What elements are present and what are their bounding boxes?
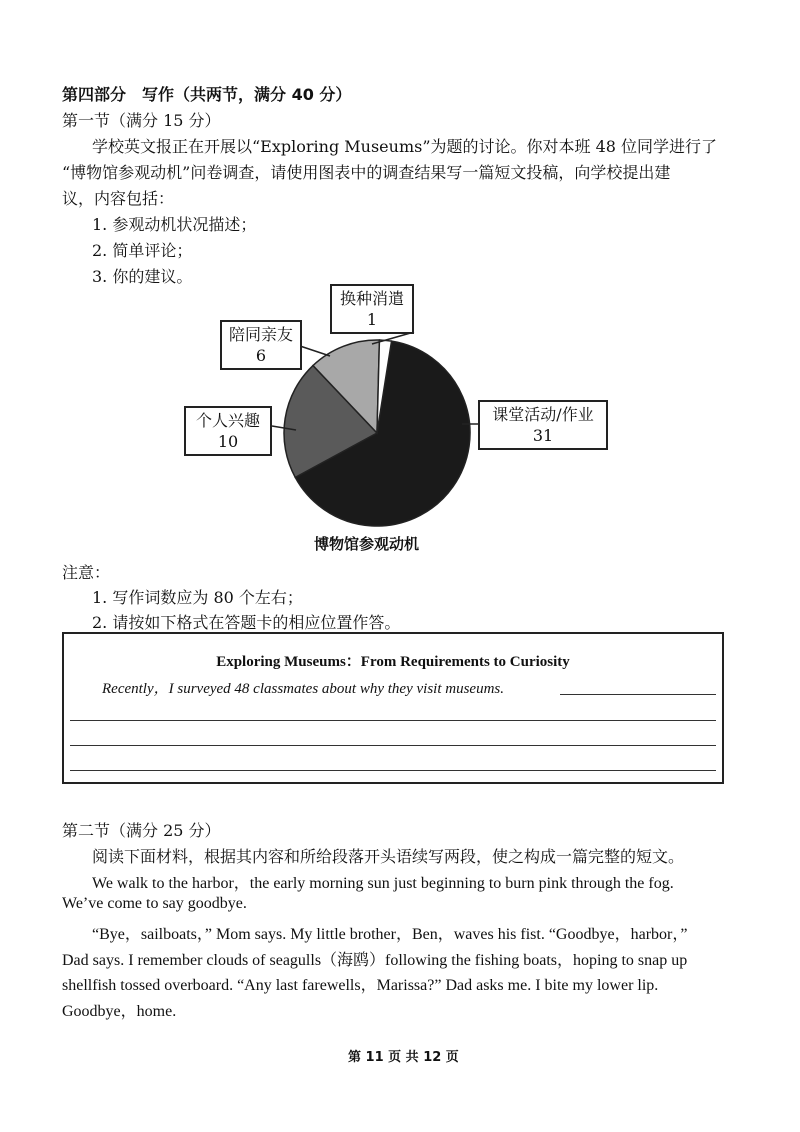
slice-label-class: 课堂活动/作业 <box>492 405 594 424</box>
passage-p2-line1: “Bye，sailboats，” Mom says. My little brother，Ben，waves his fist. “Goodbye，harbor，” <box>92 926 688 943</box>
passage-p1-line2: We’ve come to say goodbye. <box>62 895 247 912</box>
callout-diversion <box>330 284 414 334</box>
part2-title: 第二节（满分 25 分） <box>62 821 221 840</box>
callout-interest <box>184 406 272 456</box>
part1-intro-line3: 议，内容包括： <box>62 189 175 208</box>
slice-value-companion: 6 <box>255 346 267 365</box>
writing-line <box>70 745 716 746</box>
part1-intro-line1: 学校英文报正在开展以“Exploring Museums”为题的讨论。你对本班 48 位同学进行了 <box>92 137 718 156</box>
page-number: 第 11 页 共 12 页 <box>348 1050 459 1065</box>
answer-box-opening: Recently，I surveyed 48 classmates about why they visit museums. <box>102 681 504 697</box>
slice-value-interest: 10 <box>217 432 239 451</box>
content-item-2: 2. 简单评论； <box>92 241 193 260</box>
writing-line <box>70 720 716 721</box>
answer-format-box <box>62 632 724 784</box>
answer-box-title: Exploring Museums：From Requirements to Curiosity <box>216 654 570 670</box>
slice-label-companion: 陪同亲友 <box>228 325 293 344</box>
passage-p2-line3: shellfish tossed overboard. “Any last farewells，Marissa?” Dad asks me. I bite my lower lip. <box>62 977 659 994</box>
writing-line <box>560 694 716 695</box>
slice-label-diversion: 换种消遣 <box>339 289 404 308</box>
callout-companion <box>220 320 302 370</box>
part2-intro: 阅读下面材料，根据其内容和所给段落开头语续写两段，使之构成一篇完整的短文。 <box>92 847 685 866</box>
slice-label-interest: 个人兴趣 <box>195 411 260 430</box>
section-header: 第四部分 写作（共两节，满分 40 分） <box>62 85 352 104</box>
content-item-3: 3. 你的建议。 <box>92 267 193 286</box>
part1-intro-line2: “博物馆参观动机”问卷调查，请使用图表中的调查结果写一篇短文投稿，向学校提出建 <box>62 163 671 182</box>
notes-title: 注意： <box>62 563 111 582</box>
writing-line <box>70 770 716 771</box>
note-item-2: 2. 请按如下格式在答题卡的相应位置作答。 <box>92 613 401 632</box>
callout-class <box>478 400 608 450</box>
note-item-1: 1. 写作词数应为 80 个左右； <box>92 588 303 607</box>
slice-value-diversion: 1 <box>366 310 378 329</box>
slice-value-class: 31 <box>532 426 554 445</box>
part1-title: 第一节（满分 15 分） <box>62 111 221 130</box>
passage-p1-line1: We walk to the harbor，the early morning sun just beginning to burn pink through the fog. <box>92 875 674 892</box>
passage-p2-line2: Dad says. I remember clouds of seagulls（海鸥）following the fishing boats，hoping to snap up <box>62 952 688 969</box>
content-item-1: 1. 参观动机状况描述； <box>92 215 257 234</box>
leader-line-companion <box>300 346 330 356</box>
passage-p2-line4: Goodbye，home. <box>62 1003 177 1020</box>
chart-title: 博物馆参观动机 <box>314 535 420 553</box>
